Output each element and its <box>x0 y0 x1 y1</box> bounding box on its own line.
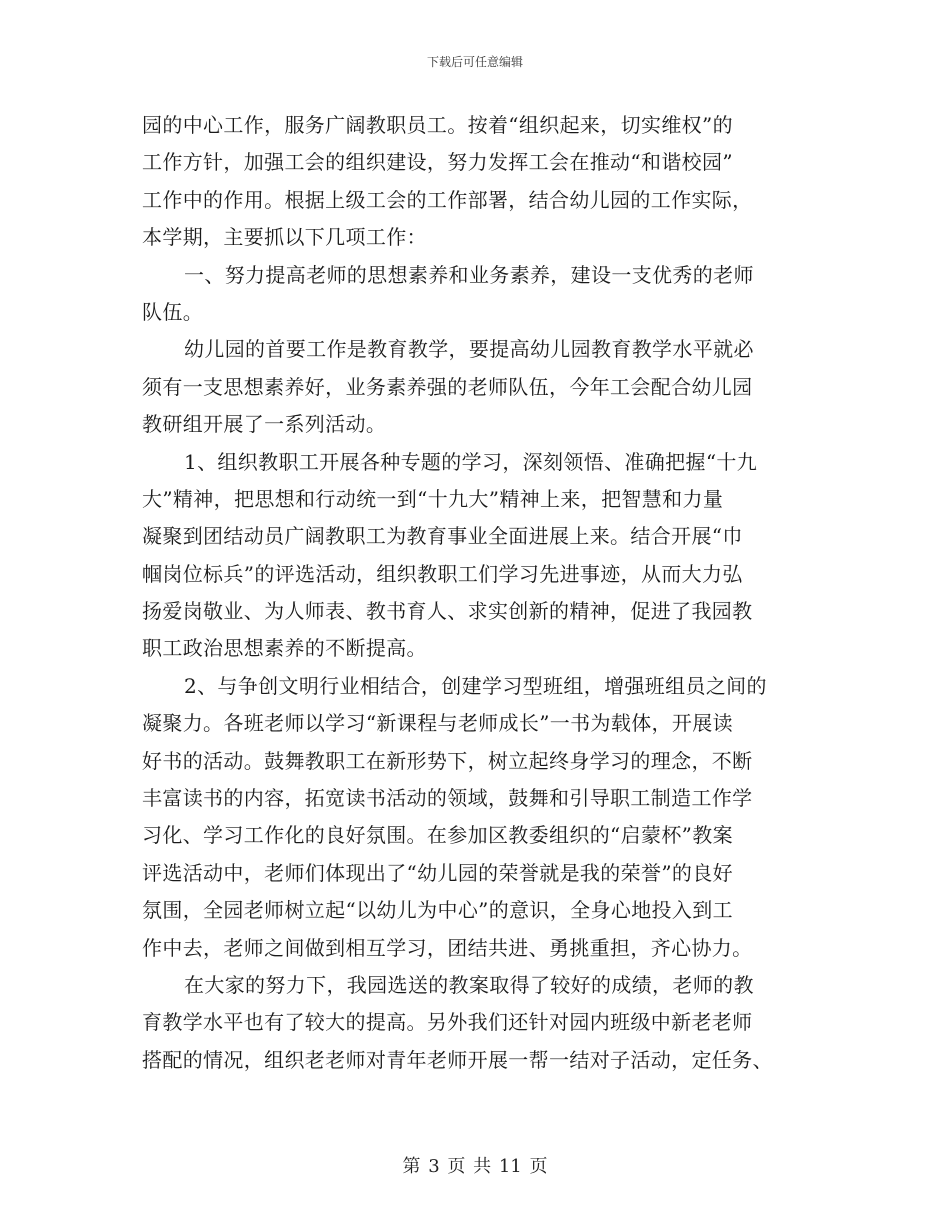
text-line: 2、与争创文明行业相结合，创建学习型班组，增强班组员之间的 <box>184 673 767 698</box>
text-line: 在大家的努力下，我园选送的教案取得了较好的成绩，老师的教 <box>184 972 754 997</box>
text-line: 队伍。 <box>142 299 204 324</box>
text-line: 习化、学习工作化的良好氛围。在参加区教委组织的“启蒙杯”教案 <box>142 823 733 848</box>
text-line: 丰富读书的内容，拓宽读书活动的领域，鼓舞和引导职工制造工作学 <box>142 786 753 811</box>
text-line: 幼儿园的首要工作是教育教学，要提高幼儿园教育教学水平就必 <box>184 337 754 362</box>
text-line: 氛围，全园老师树立起“以幼儿为中心”的意识，全身心地投入到工 <box>142 898 733 923</box>
text-line: 工作方针，加强工会的组织建设，努力发挥工会在推动“和谐校园” <box>142 150 733 175</box>
text-line: 搭配的情况，组织老老师对青年老师开展一帮一结对子活动，定任务、 <box>142 1047 773 1072</box>
text-line: 帼岗位标兵”的评选活动，组织教职工们学习先进事迹，从而大力弘 <box>142 561 743 586</box>
text-line: 凝聚力。各班老师以学习“新课程与老师成长”一书为载体，开展读 <box>142 711 733 736</box>
text-line: 教研组开展了一系列活动。 <box>142 412 387 437</box>
text-line: 一、努力提高老师的思想素养和业务素养，建设一支优秀的老师 <box>184 262 754 287</box>
text-line: 职工政治思想素养的不断提高。 <box>142 636 427 661</box>
text-line: 扬爱岗敬业、为人师表、教书育人、求实创新的精神，促进了我园教 <box>142 599 753 624</box>
text-line: 好书的活动。鼓舞教职工在新形势下，树立起终身学习的理念，不断 <box>142 748 753 773</box>
text-line: 工作中的作用。根据上级工会的工作部署，结合幼儿园的工作实际， <box>142 187 753 212</box>
text-line: 评选活动中，老师们体现出了“幼儿园的荣誉就是我的荣誉”的良好 <box>142 860 733 885</box>
text-line: 园的中心工作，服务广阔教职员工。按着“组织起来，切实维权”的 <box>142 113 733 137</box>
text-line: 作中去，老师之间做到相互学习，团结共进、勇挑重担，齐心协力。 <box>142 935 753 960</box>
text-line: 大”精神，把思想和行动统一到“十九大”精神上来，把智慧和力量 <box>142 486 724 511</box>
page-header: 下载后可任意编辑 <box>426 55 523 69</box>
document-body <box>142 107 810 1079</box>
text-line: 育教学水平也有了较大的提高。另外我们还针对园内班级中新老老师 <box>142 1010 753 1035</box>
text-line: 须有一支思想素养好，业务素养强的老师队伍，今年工会配合幼儿园 <box>142 374 753 399</box>
text-line: 本学期，主要抓以下几项工作： <box>142 225 427 250</box>
page-footer: 第 3 页 共 11 页 <box>402 1156 548 1177</box>
text-line: 凝聚到团结动员广阔教职工为教育事业全面进展上来。结合开展“巾 <box>142 524 743 549</box>
text-line: 1、组织教职工开展各种专题的学习，深刻领悟、准确把握“十九 <box>184 449 758 474</box>
